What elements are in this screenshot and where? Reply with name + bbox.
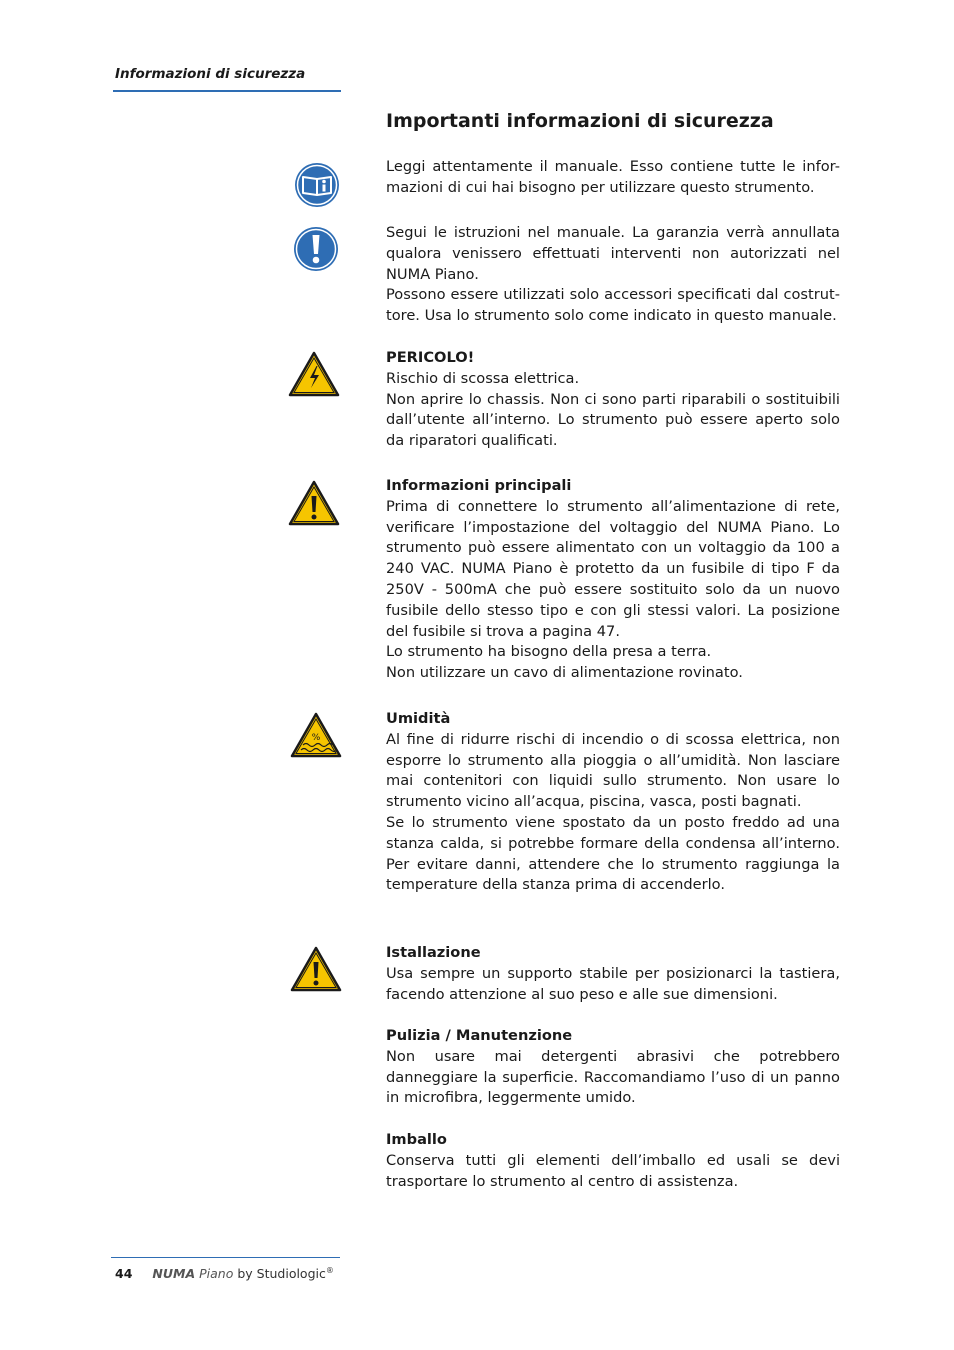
cable-text: Non utilizzare un cavo di alimentazione rovinato. — [386, 664, 743, 682]
cleaning-heading: Pulizia / Manutenzione — [386, 1027, 573, 1044]
footer-by-text: by Studiologic — [237, 1266, 326, 1282]
cleaning-text: Non usare mai detergenti abrasivi che potrebbero danneggiare la superficie. Raccomandiamo l’uso di un panno in microfibra, leggermente umido. — [386, 1047, 840, 1107]
danger-heading: PERICOLO! — [386, 349, 475, 366]
warning-icon — [290, 946, 342, 992]
packaging-block — [386, 1130, 840, 1192]
humidity-text: Al fine di ridurre rischi di incendio o di scossa elettrica, non esporre lo strumento alla pioggia o all’umidità. Non lasciare mai contenitori con liquidi sullo strumento. Non usare lo strumento vicino all’acqua, piscina, vasca, posti bagnati. — [386, 730, 840, 811]
main-info-block — [386, 476, 840, 684]
danger-risk: Rischio di scossa elettrica. — [386, 369, 580, 387]
page-number: 44 — [115, 1266, 133, 1282]
danger-block — [386, 348, 840, 452]
packaging-heading: Imballo — [386, 1131, 447, 1148]
humidity-symbol: % — [311, 733, 321, 743]
main-info-heading: Informazioni principali — [386, 477, 572, 494]
footer-divider — [111, 1257, 340, 1258]
installation-heading: Istallazione — [386, 944, 481, 961]
instructions-block — [386, 223, 840, 327]
cleaning-block — [386, 1026, 840, 1109]
section-header: Informazioni di sicurezza — [115, 66, 306, 82]
page-title: Importanti informazioni di sicurezza — [386, 110, 774, 132]
registered-mark: ® — [325, 1266, 334, 1275]
humidity-block — [386, 709, 840, 896]
manual-text: Leggi attentamente il manuale. Esso contiene tutte le infor-mazioni di cui hai bisogno per utilizzare questo strumento. — [386, 158, 840, 196]
manual-block — [386, 157, 840, 199]
header-divider — [113, 90, 341, 92]
installation-text: Usa sempre un supporto stabile per posizionarci la tastiera, facendo attenzione al suo peso e alle sue dimensioni. — [386, 964, 840, 1003]
ground-text: Lo strumento ha bisogno della presa a terra. — [386, 643, 712, 661]
humidity-icon — [290, 712, 342, 758]
accessories-text: Possono essere utilizzati solo accessori specificati dal costrut-tore. Usa lo strumento solo come indicato in questo manuale. — [386, 286, 840, 325]
humidity-heading: Umidità — [386, 710, 451, 727]
instructions-text: Segui le istruzioni nel manuale. La garanzia verrà annullata qualora venissero effettuati interventi non autorizzati nel NUMA Piano. — [386, 224, 840, 283]
electric-hazard-icon — [288, 351, 340, 397]
exclamation-icon — [293, 226, 339, 272]
danger-text: Non aprire lo chassis. Non ci sono parti riparabili o sostituibili dall’utente all’interno. Lo strumento può essere aperto solo da riparatori qualificati. — [386, 390, 840, 450]
info-manual-icon — [294, 162, 340, 208]
footer — [115, 1266, 334, 1281]
installation-block — [386, 943, 840, 1005]
main-info-text: Prima di connettere lo strumento all’alimentazione di rete, verificare l’impostazione del voltaggio del NUMA Piano. Lo strumento può essere alimentato con un voltaggio da 100 a 240 VAC. NUMA Piano è protetto da un fusibile di tipo F da 250V - 500mA che può essere sostituito solo da un nuovo fusibile dello stesso tipo e con gli stessi valori. La posizione del fusibile si trova a pagina 47. — [386, 497, 840, 640]
footer-model: Piano — [199, 1266, 234, 1282]
warning-icon — [288, 480, 340, 526]
packaging-text: Conserva tutti gli elementi dell’imballo ed usali se devi trasportare lo strumento al centro di assistenza. — [386, 1151, 840, 1190]
condensation-text: Se lo strumento viene spostato da un posto freddo ad una stanza calda, si potrebbe formare della condensa all’interno. Per evitare danni, attendere che lo strumento raggiunga la temperature della stanza prima di accenderlo. — [386, 813, 840, 894]
footer-brand: NUMA — [152, 1266, 196, 1282]
